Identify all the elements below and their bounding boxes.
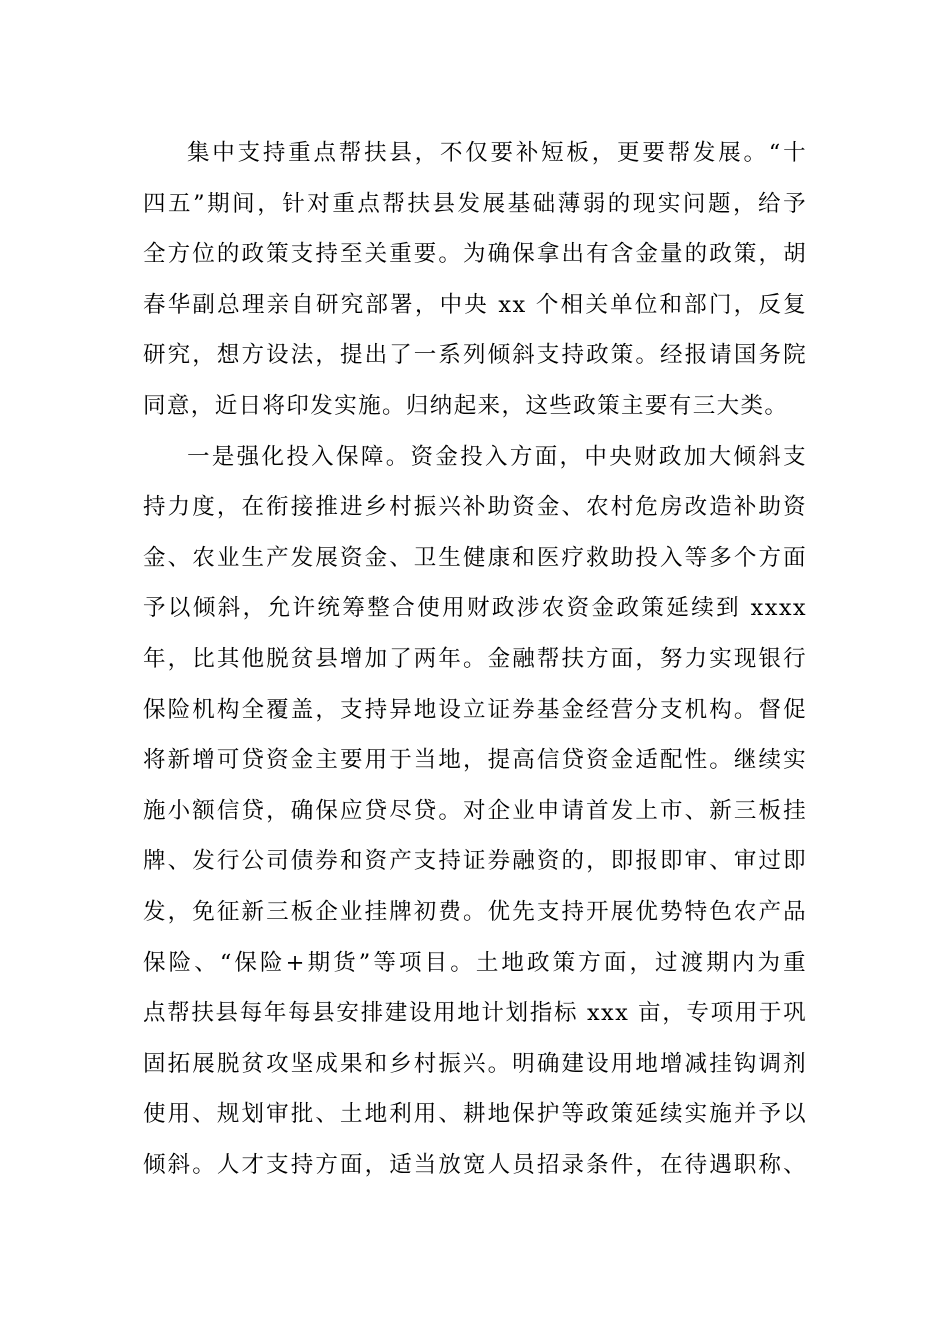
- paragraph-line: 固拓展脱贫攻坚成果和乡村振兴。明确建设用地增减挂钩调剂: [143, 1050, 807, 1077]
- paragraph-line: 一是强化投入保障。资金投入方面，中央财政加大倾斜支: [187, 443, 807, 470]
- paragraph-line: 年，比其他脱贫县增加了两年。金融帮扶方面，努力实现银行: [143, 645, 807, 672]
- paragraph-1: [143, 128, 807, 432]
- paragraph-line: 金、农业生产发展资金、卫生健康和医疗救助投入等多个方面: [143, 544, 807, 571]
- paragraph-line: 发，免征新三板企业挂牌初费。优先支持开展优势特色农产品: [143, 898, 807, 925]
- paragraph-line: 集中支持重点帮扶县，不仅要补短板，更要帮发展。“十: [187, 140, 807, 166]
- paragraph-line: 同意，近日将印发实施。归纳起来，这些政策主要有三大类。: [143, 392, 789, 419]
- paragraph-line: 持力度，在衔接推进乡村振兴补助资金、农村危房改造补助资: [143, 494, 807, 521]
- paragraph-line: 将新增可贷资金主要用于当地，提高信贷资金适配性。继续实: [143, 747, 807, 774]
- paragraph-line: 予以倾斜，允许统筹整合使用财政涉农资金政策延续到 xxxx: [143, 595, 807, 622]
- paragraph-line: 保险机构全覆盖，支持异地设立证券基金经营分支机构。督促: [143, 696, 807, 723]
- paragraph-line: 春华副总理亲自研究部署，中央 xx 个相关单位和部门，反复: [143, 291, 807, 318]
- paragraph-line: 研究，想方设法，提出了一系列倾斜支持政策。经报请国务院: [143, 342, 807, 369]
- document-body: [143, 128, 807, 1190]
- paragraph-line: 点帮扶县每年每县安排建设用地计划指标 xxx 亩，专项用于巩: [143, 1000, 807, 1027]
- paragraph-2: [143, 432, 807, 1191]
- paragraph-line: 施小额信贷，确保应贷尽贷。对企业申请首发上市、新三板挂: [143, 797, 807, 824]
- paragraph-line: 倾斜。人才支持方面，适当放宽人员招录条件，在待遇职称、: [143, 1151, 807, 1178]
- paragraph-line: 全方位的政策支持至关重要。为确保拿出有含金量的政策，胡: [143, 241, 807, 268]
- paragraph-line: 四五”期间，针对重点帮扶县发展基础薄弱的现实问题，给予: [143, 190, 807, 217]
- paragraph-line: 使用、规划审批、土地利用、耕地保护等政策延续实施并予以: [143, 1101, 807, 1128]
- paragraph-line: 牌、发行公司债券和资产支持证券融资的，即报即审、审过即: [143, 848, 807, 875]
- paragraph-line: 保险、“保险+期货”等项目。土地政策方面，过渡期内为重: [143, 949, 807, 976]
